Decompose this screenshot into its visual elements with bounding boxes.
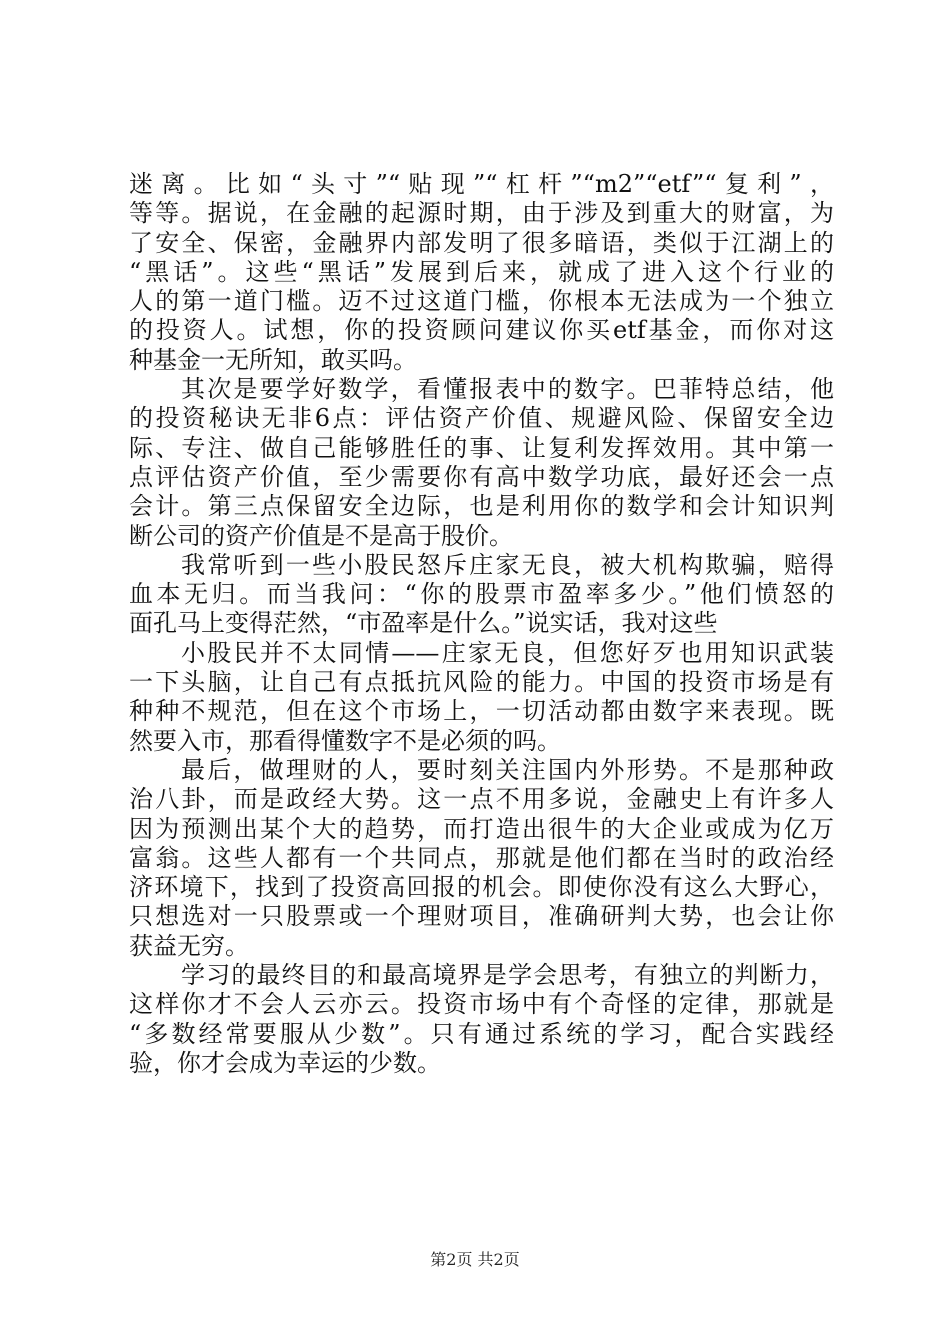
text-line: 面孔马上变得茫然，“市盈率是什么。”说实话，我对这些 [129,609,718,638]
text-line: “多数经常要服从少数”。只有通过系统的学习，配合实践经 [129,1019,834,1048]
text-line: 迷离。比如“头寸”“贴现”“杠杆”“m2”“etf”“复利”， [129,170,834,198]
text-line: 小股民并不太同情——庄家无良，但您好歹也用知识武装 [181,638,834,667]
text-line: 济环境下，找到了投资高回报的机会。即使你没有这么大野心， [129,873,834,902]
text-line: 人的第一道门槛。迈不过这道门槛，你根本无法成为一个独立 [129,287,834,316]
text-line: 的投资秘诀无非6点：评估资产价值、规避风险、保留安全边 [129,404,834,433]
text-line: 断公司的资产价值是不是高于股价。 [129,521,513,550]
text-line: 种种不规范，但在这个市场上，一切活动都由数字来表现。既 [129,697,834,726]
text-line: “黑话”。这些“黑话”发展到后来，就成了进入这个行业的 [129,257,834,286]
text-line: 验，你才会成为幸运的少数。 [129,1048,441,1077]
body-text [129,170,834,1078]
text-line: 这样你才不会人云亦云。投资市场中有个奇怪的定律，那就是 [129,990,834,1019]
text-line: 会计。第三点保留安全边际，也是利用你的数学和会计知识判 [129,492,834,521]
text-line: 的投资人。试想，你的投资顾问建议你买etf基金，而你对这 [129,316,834,345]
text-line: 等等。据说，在金融的起源时期，由于涉及到重大的财富，为 [129,199,834,228]
text-line: 点评估资产价值，至少需要你有高中数学功底，最好还会一点 [129,462,834,491]
text-line: 一下头脑，让自己有点抵抗风险的能力。中国的投资市场是有 [129,668,834,697]
text-line: 际、专注、做自己能够胜任的事、让复利发挥效用。其中第一 [129,433,834,462]
text-line: 最后，做理财的人，要时刻关注国内外形势。不是那种政 [181,755,834,784]
text-line: 了安全、保密，金融界内部发明了很多暗语，类似于江湖上的 [129,228,834,257]
text-line: 富翁。这些人都有一个共同点，那就是他们都在当时的政治经 [129,843,834,872]
text-line: 获益无穷。 [129,931,249,960]
text-line: 种基金一无所知，敢买吗。 [129,345,417,374]
text-line: 学习的最终目的和最高境界是学会思考，有独立的判断力， [181,961,834,990]
text-line: 血本无归。而当我问：“你的股票市盈率多少。”他们愤怒的 [129,580,834,609]
text-line: 因为预测出某个大的趋势，而打造出很牛的大企业或成为亿万 [129,814,834,843]
text-line: 其次是要学好数学，看懂报表中的数字。巴菲特总结，他 [181,375,834,404]
text-line: 只想选对一只股票或一个理财项目，准确研判大势，也会让你 [129,902,834,931]
text-line: 治八卦，而是政经大势。这一点不用多说，金融史上有许多人 [129,785,834,814]
text-line: 然要入市，那看得懂数字不是必须的吗。 [129,726,561,755]
text-line: 我常听到一些小股民怒斥庄家无良，被大机构欺骗，赔得 [181,550,834,579]
page-footer: 第2页 共2页 [430,1250,520,1269]
